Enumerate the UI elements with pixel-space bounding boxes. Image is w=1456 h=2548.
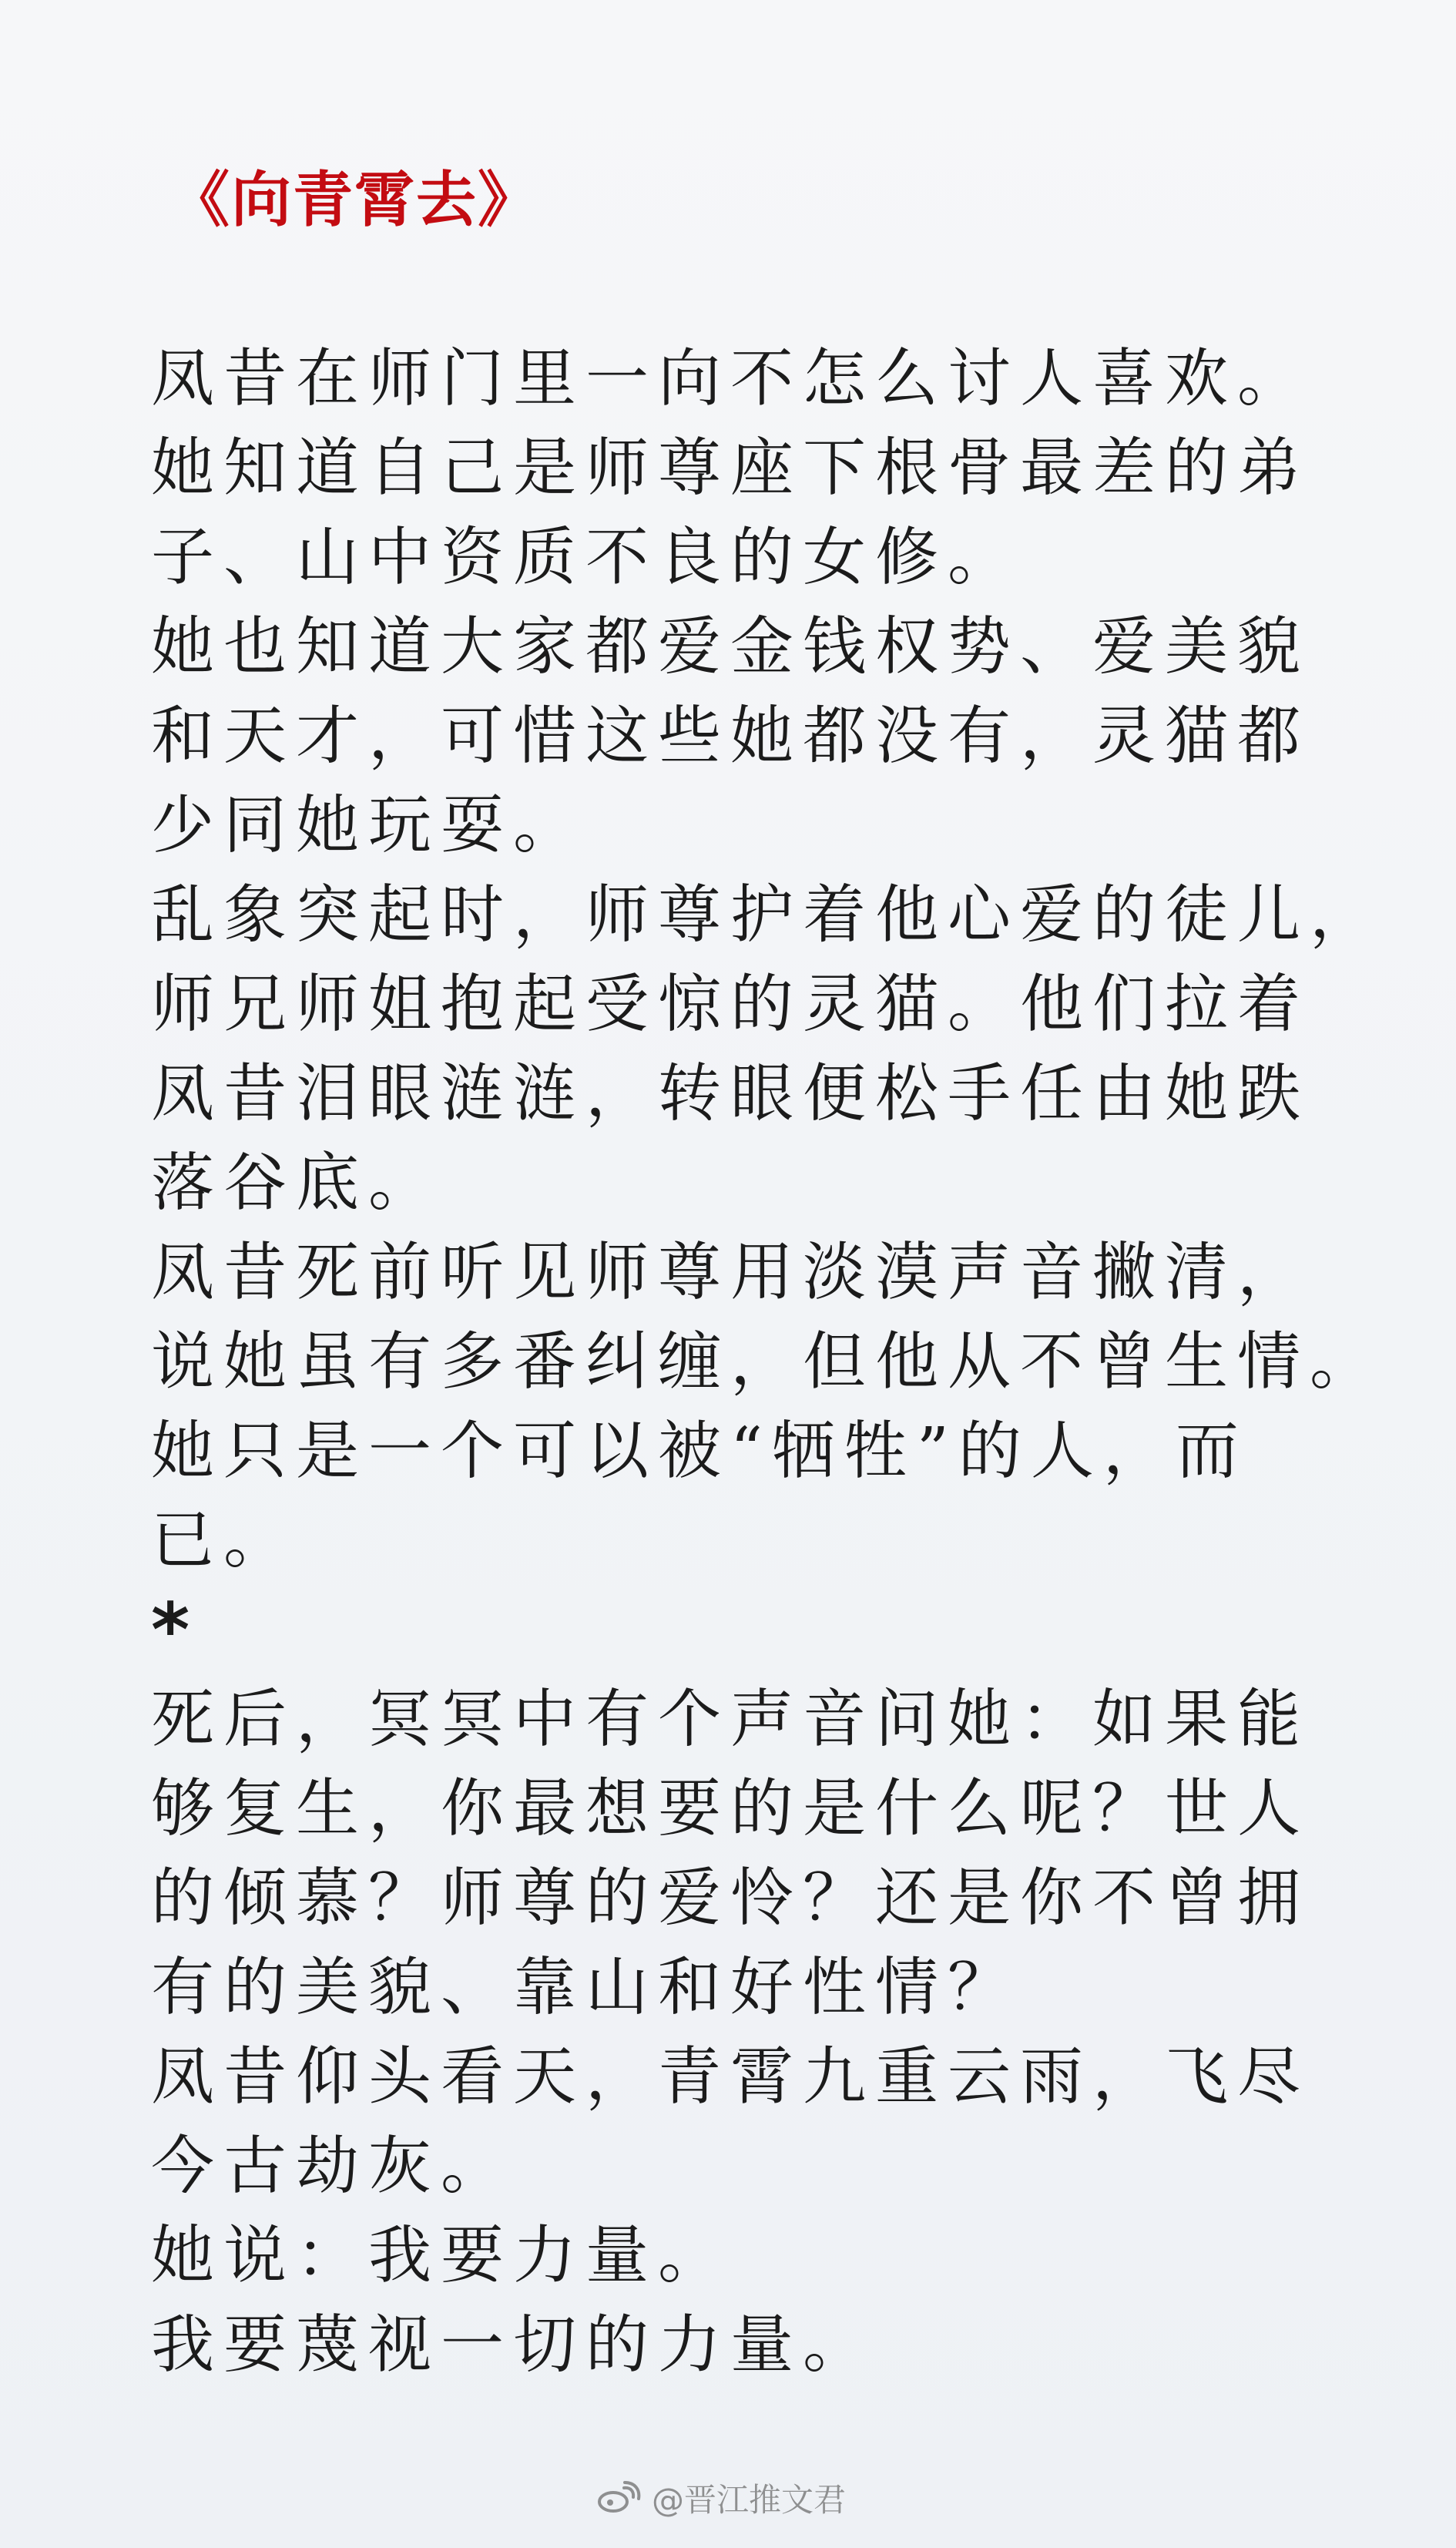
- text-line: 子、山中资质不良的女修。: [151, 521, 1021, 594]
- watermark-text: @晋江推文君: [652, 2481, 847, 2519]
- text-line: 的倾慕？师尊的爱怜？还是你不曾拥: [151, 1861, 1310, 1935]
- text-line: 她也知道大家都爱金钱权势、爱美貌: [151, 610, 1310, 683]
- text-line: 和天才，可惜这些她都没有，灵猫都: [151, 700, 1310, 773]
- text-line: 她说：我要力量。: [151, 2219, 731, 2292]
- text-line: 落谷底。: [151, 1146, 441, 1220]
- text-line: 少同她玩耍。: [151, 789, 586, 862]
- document-title: 《向青霄去》: [169, 165, 540, 235]
- text-line: 够复生，你最想要的是什么呢？世人: [151, 1772, 1310, 1845]
- weibo-icon: [593, 2479, 642, 2516]
- text-line: 我要蔑视一切的力量。: [151, 2308, 876, 2382]
- text-line: 凤昔在师门里一向不怎么讨人喜欢。: [151, 342, 1310, 415]
- text-line: 凤昔泪眼涟涟，转眼便松手任由她跌: [151, 1057, 1310, 1130]
- text-line: 今古劫灰。: [151, 2130, 514, 2203]
- text-line: 凤昔死前听见师尊用淡漠声音撇清，: [151, 1236, 1310, 1309]
- text-line: 她知道自己是师尊座下根骨最差的弟: [151, 431, 1310, 505]
- text-line: 凤昔仰头看天，青霄九重云雨，飞尽: [151, 2040, 1310, 2113]
- text-line: 已。: [151, 1504, 297, 1577]
- watermark: [593, 2472, 871, 2524]
- text-line: 师兄师姐抱起受惊的灵猫。他们拉着: [151, 968, 1310, 1041]
- section-separator: *: [151, 1587, 200, 1673]
- text-line: 死后，冥冥中有个声音问她：如果能: [151, 1683, 1310, 1756]
- document-body: [151, 334, 1383, 2390]
- text-line: 乱象突起时，师尊护着他心爱的徒儿，: [151, 878, 1383, 952]
- text-line: 有的美貌、靠山和好性情？: [151, 1951, 1021, 2024]
- text-line: 说她虽有多番纠缠，但他从不曾生情。: [151, 1325, 1383, 1398]
- text-line: 她只是一个可以被“牺牲”的人，而: [151, 1415, 1248, 1488]
